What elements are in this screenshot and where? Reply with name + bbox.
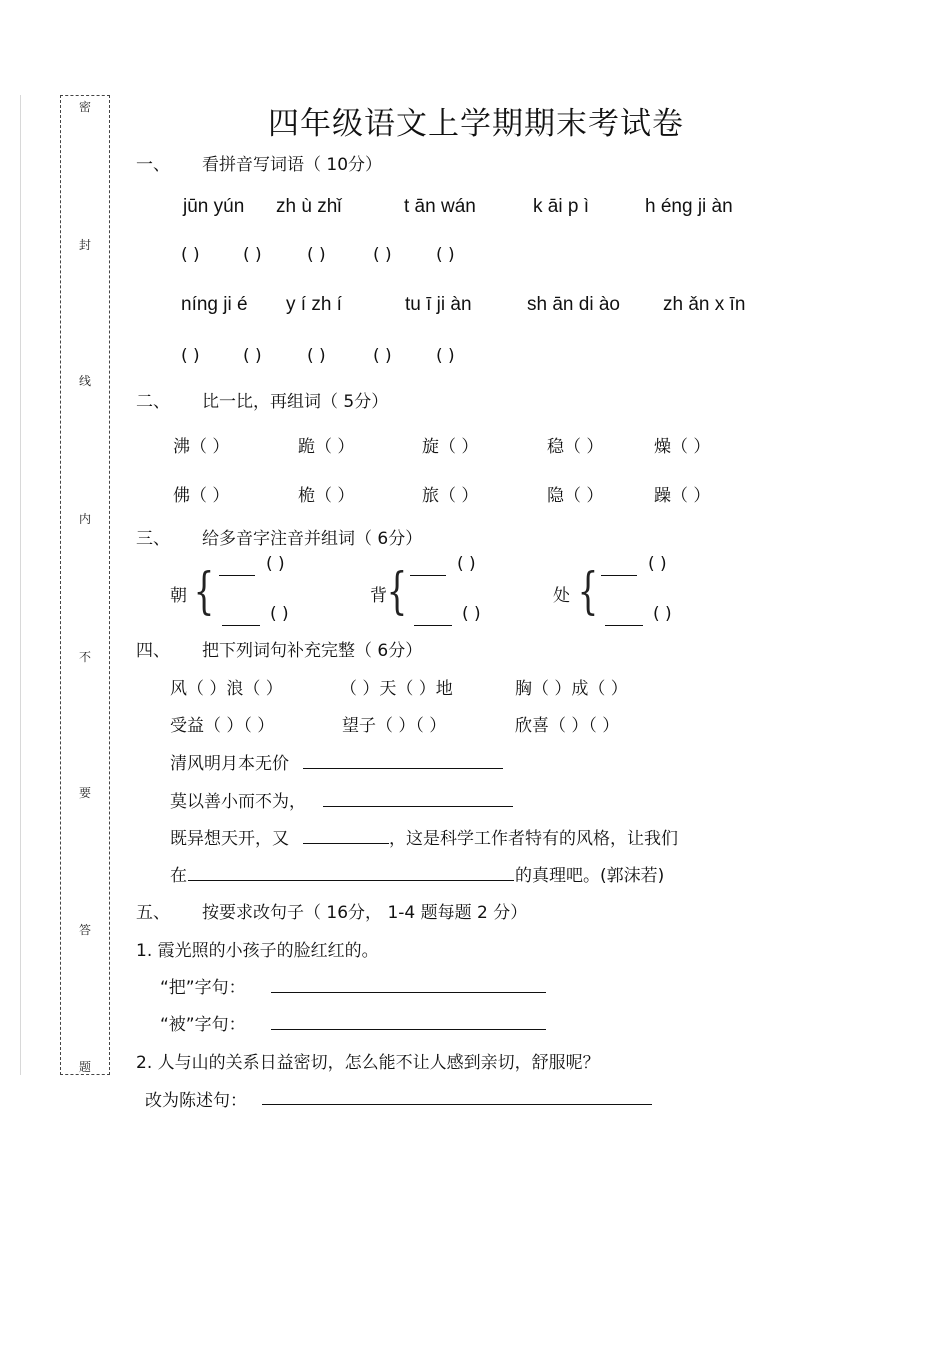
- compare-item[interactable]: 沸（ ）: [173, 437, 230, 457]
- compare-item[interactable]: 隐（ ）: [547, 486, 604, 506]
- proverb-prompt: 清风明月本无价: [170, 754, 289, 774]
- polyphone-char: 朝: [170, 586, 187, 606]
- brace-icon: {: [577, 562, 599, 620]
- pinyin-line[interactable]: [601, 575, 637, 576]
- answer-blank[interactable]: ( ): [373, 346, 392, 366]
- section-number: 五、: [136, 903, 170, 923]
- idiom-fill[interactable]: 受益（ ）（ ）: [170, 716, 275, 736]
- idiom-fill[interactable]: 风（ ）浪（ ）: [170, 679, 283, 699]
- answer-blank[interactable]: ( ): [307, 245, 326, 265]
- section-4-heading: [136, 636, 536, 661]
- answer-line[interactable]: [262, 1104, 652, 1105]
- question-1: 1. 霞光照的小孩子的脸红红的。: [136, 941, 379, 961]
- compare-item[interactable]: 佛（ ）: [173, 486, 230, 506]
- pinyin-item: h éng ji àn: [645, 196, 733, 217]
- pinyin-item: y í zh í: [286, 294, 342, 315]
- question-2: 2. 人与山的关系日益密切，怎么能不让人感到亲切，舒服呢？: [136, 1053, 600, 1073]
- answer-blank[interactable]: ( ): [436, 245, 455, 265]
- section-5-heading: [136, 898, 636, 923]
- seal-char: 不: [78, 650, 91, 664]
- seal-char: 答: [78, 923, 91, 937]
- idiom-fill[interactable]: 胸（ ）成（ ）: [515, 679, 628, 699]
- section-2-heading: [136, 387, 536, 412]
- polyphone-char: 背: [370, 586, 387, 606]
- section-3-heading: [136, 524, 536, 549]
- seal-char: 内: [78, 512, 91, 526]
- pinyin-item: t ān wán: [404, 196, 476, 217]
- compare-item[interactable]: 旋（ ）: [422, 437, 479, 457]
- seal-char: 要: [78, 786, 91, 800]
- answer-line[interactable]: [271, 1029, 546, 1030]
- polyphone-char: 处: [553, 586, 570, 606]
- section-number: 三、: [136, 529, 170, 549]
- page-title: 四年级语文上学期期末考试卷: [268, 106, 684, 142]
- section-title: 按要求改句子（ 16分， 1-4 题每题 2 分）: [202, 903, 528, 923]
- quote-text: ，这是科学工作者特有的风格，让我们: [389, 829, 678, 849]
- compare-item[interactable]: 跪（ ）: [298, 437, 355, 457]
- pinyin-item: jūn yún: [183, 196, 245, 217]
- seal-line-box: [60, 95, 110, 1075]
- pinyin-item: sh ān di ào: [527, 294, 620, 315]
- ba-sentence-label: “把”字句：: [160, 978, 246, 998]
- pinyin-line[interactable]: [410, 575, 446, 576]
- idiom-fill[interactable]: （ ）天（ ）地: [340, 679, 453, 699]
- section-title: 给多音字注音并组词（ 6分）: [202, 529, 423, 549]
- section-number: 二、: [136, 392, 170, 412]
- declarative-label: 改为陈述句：: [145, 1091, 247, 1111]
- quote-text: 既异想天开，又: [170, 829, 289, 849]
- section-number: 一、: [136, 155, 170, 175]
- section-1-heading: [136, 150, 536, 175]
- idiom-fill[interactable]: 望子（ ）（ ）: [342, 716, 447, 736]
- word-blank[interactable]: ( ): [266, 554, 285, 574]
- answer-line[interactable]: [303, 843, 389, 844]
- pinyin-line[interactable]: [222, 625, 260, 626]
- answer-line[interactable]: [188, 880, 514, 881]
- pinyin-line[interactable]: [605, 625, 643, 626]
- answer-blank[interactable]: ( ): [436, 346, 455, 366]
- section-title: 比一比，再组词（ 5分）: [202, 392, 389, 412]
- seal-char: 题: [78, 1060, 91, 1074]
- seal-char: 密: [78, 100, 91, 114]
- answer-blank[interactable]: ( ): [307, 346, 326, 366]
- section-title: 把下列词句补充完整（ 6分）: [202, 641, 423, 661]
- answer-blank[interactable]: ( ): [373, 245, 392, 265]
- answer-blank[interactable]: ( ): [243, 346, 262, 366]
- pinyin-line[interactable]: [414, 625, 452, 626]
- answer-line[interactable]: [271, 992, 546, 993]
- pinyin-item: k āi p ì: [533, 196, 589, 217]
- compare-item[interactable]: 燥（ ）: [654, 437, 711, 457]
- word-blank[interactable]: ( ): [648, 554, 667, 574]
- pinyin-item: tu ī ji àn: [405, 294, 472, 315]
- pinyin-line[interactable]: [219, 575, 255, 576]
- bei-sentence-label: “被”字句：: [160, 1015, 246, 1035]
- answer-line[interactable]: [323, 806, 513, 807]
- idiom-fill[interactable]: 欣喜（ ）（ ）: [515, 716, 620, 736]
- seal-char: 封: [78, 238, 91, 252]
- answer-blank[interactable]: ( ): [243, 245, 262, 265]
- brace-icon: {: [193, 562, 215, 620]
- word-blank[interactable]: ( ): [457, 554, 476, 574]
- word-blank[interactable]: ( ): [270, 604, 289, 624]
- section-number: 四、: [136, 641, 170, 661]
- compare-item[interactable]: 桅（ ）: [298, 486, 355, 506]
- word-blank[interactable]: ( ): [462, 604, 481, 624]
- proverb-prompt: 莫以善小而不为，: [170, 792, 306, 812]
- answer-blank[interactable]: ( ): [181, 245, 200, 265]
- quote-text: 的真理吧。(郭沫若): [515, 866, 665, 886]
- section-title: 看拼音写词语（ 10分）: [202, 155, 383, 175]
- compare-item[interactable]: 稳（ ）: [547, 437, 604, 457]
- word-blank[interactable]: ( ): [653, 604, 672, 624]
- page-edge-line: [20, 95, 21, 1075]
- pinyin-item: zh ù zhǐ: [276, 196, 342, 217]
- answer-line[interactable]: [303, 768, 503, 769]
- answer-blank[interactable]: ( ): [181, 346, 200, 366]
- seal-char: 线: [78, 374, 91, 388]
- brace-icon: {: [386, 562, 408, 620]
- pinyin-item: níng ji é: [181, 294, 248, 315]
- pinyin-item: zh ǎn x īn: [663, 294, 746, 315]
- quote-text: 在: [170, 866, 187, 886]
- compare-item[interactable]: 躁（ ）: [654, 486, 711, 506]
- compare-item[interactable]: 旅（ ）: [422, 486, 479, 506]
